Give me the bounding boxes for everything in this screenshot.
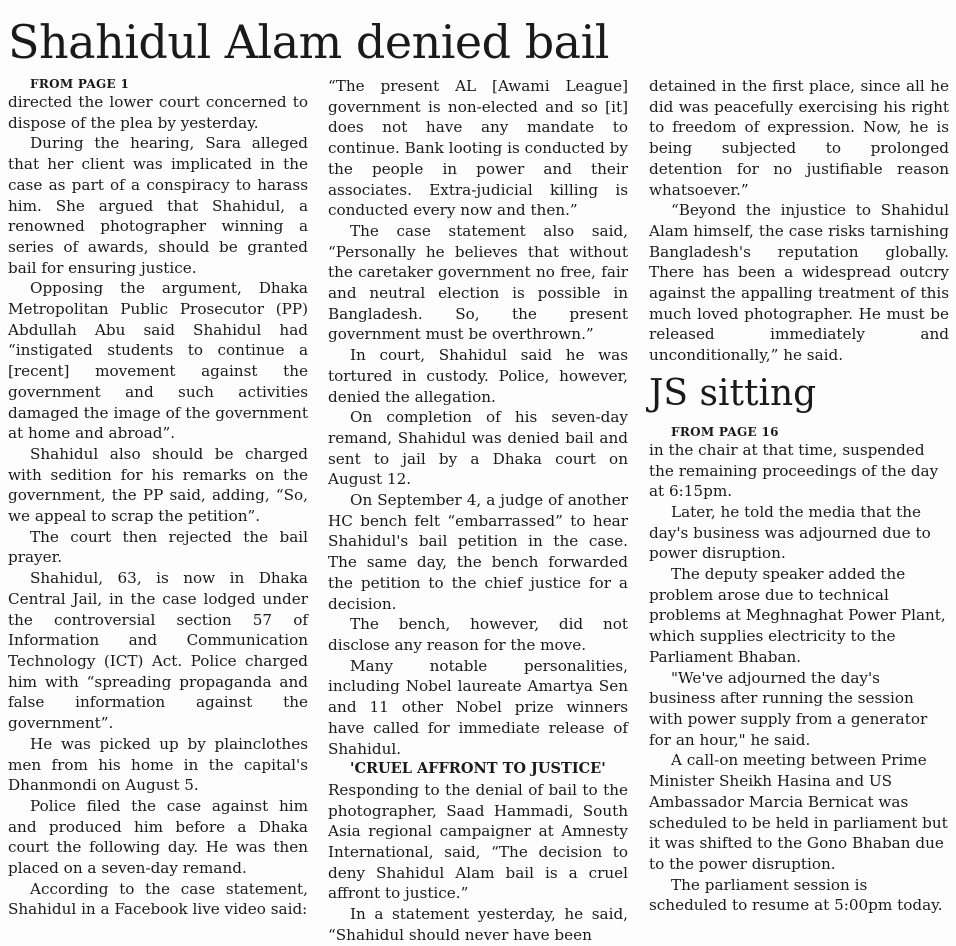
paragraph: Shahidul, 63, is now in Dhaka Central Jail, in the case lodged under the controversial section 57 of Information and Communication Technology (ICT) Act. Police charged him with “spreading propaganda and false information against the government”. (8, 569, 308, 733)
paragraph: “Beyond the injustice to Shahidul Alam himself, the case risks tarnishing Bangladesh's reputation globally. There has been a widespread outcry against the appalling treatment of this much loved photographer. He must be released immediately and unconditionally,” he said. (649, 201, 949, 365)
paragraph: Opposing the argument, Dhaka Metropolitan Public Prosecutor (PP) Abdullah Abu said Shahidul had “instigated students to continue a [recent] movement against the government and such activities damaged the image of the government at home and abroad”. (8, 279, 308, 443)
column-2 (328, 76, 628, 946)
js-sitting-story (649, 372, 949, 916)
paragraph: The bench, however, did not disclose any reason for the move. (328, 615, 628, 654)
dateline: FROM PAGE 16 (671, 424, 779, 439)
js-headline: JS sitting (649, 372, 817, 414)
paragraph: Many notable personalities, including Nobel laureate Amartya Sen and 11 other Nobel prize winners have called for immediate release of Shahidul. (328, 656, 628, 758)
paragraph: A call-on meeting between Prime Minister Sheikh Hasina and US Ambassador Marcia Bernicat was scheduled to be held in parliament but it was shifted to the Gono Bhaban due to the power disruption. (649, 751, 948, 873)
paragraph: “The present AL [Awami League] government is non-elected and so [it] does not have any mandate to continue. Bank looting is conducted by the people in power and their associates. Extra-judicial killing is conducted every now and then.” (328, 77, 628, 220)
paragraph: According to the case statement, Shahidul in a Facebook live video said: (8, 879, 308, 919)
paragraph: In a statement yesterday, he said, “Shahidul should never have been (328, 905, 628, 944)
paragraph: in the chair at that time, suspended the remaining proceedings of the day at 6:15pm. (649, 440, 939, 501)
paragraph: directed the lower court concerned to dispose of the plea by yesterday. (8, 93, 308, 132)
paragraph: Later, he told the media that the day's business was adjourned due to power disruption. (649, 502, 931, 563)
paragraph: "We've adjourned the day's business after running the session with power supply from a generator for an hour," he said. (649, 668, 928, 749)
paragraph: Responding to the denial of bail to the photographer, Saad Hammadi, South Asia regional campaigner at Amnesty International, said, “The decision to deny Shahidul Alam bail is a cruel affront to justice.” (328, 780, 628, 903)
paragraph: The parliament session is scheduled to resume at 5:00pm today. (649, 875, 943, 915)
section-subhead: 'CRUEL AFFRONT TO JUSTICE' (350, 760, 606, 778)
paragraph: He was picked up by plainclothes men from his home in the capital's Dhanmondi on August 5. (8, 734, 308, 795)
headline: Shahidul Alam denied bail (8, 15, 609, 69)
paragraph: During the hearing, Sara alleged that her client was implicated in the case as part of a conspiracy to harass him. She argued that Shahidul, a renowned photographer winning a series of awards, should be granted bail for ensuring justice. (8, 134, 308, 277)
paragraph: In court, Shahidul said he was tortured in custody. Police, however, denied the allegation. (328, 346, 628, 406)
paragraph: The deputy speaker added the problem arose due to technical problems at Meghnaghat Power Plant, which supplies electricity to the Parliament Bhaban. (649, 565, 946, 666)
column-3 (649, 76, 949, 916)
paragraph: The court then rejected the bail prayer. (8, 527, 308, 567)
column-1 (8, 76, 308, 920)
paragraph: Police filed the case against him and produced him before a Dhaka court the following day. He was then placed on a seven-day remand. (8, 796, 308, 878)
paragraph: detained in the first place, since all he did was peacefully exercising his right to freedom of expression. Now, he is being subjected to prolonged detention for no justifiable reason whatsoever.” (649, 77, 949, 199)
paragraph: On completion of his seven-day remand, Shahidul was denied bail and sent to jail by a Dhaka court on August 12. (328, 408, 628, 489)
dateline: FROM PAGE 1 (30, 77, 130, 91)
paragraph: Shahidul also should be charged with sedition for his remarks on the government, the PP said, adding, “So, we appeal to scrap the petition”. (8, 444, 308, 526)
paragraph: On September 4, a judge of another HC bench felt “embarrassed” to hear Shahidul's bail petition in the case. The same day, the bench forwarded the petition to the chief justice for a decision. (328, 491, 628, 613)
paragraph: The case statement also said, “Personally he believes that without the caretaker government no free, fair and neutral election is possible in Bangladesh. So, the present government must be overthrown.” (328, 221, 628, 344)
